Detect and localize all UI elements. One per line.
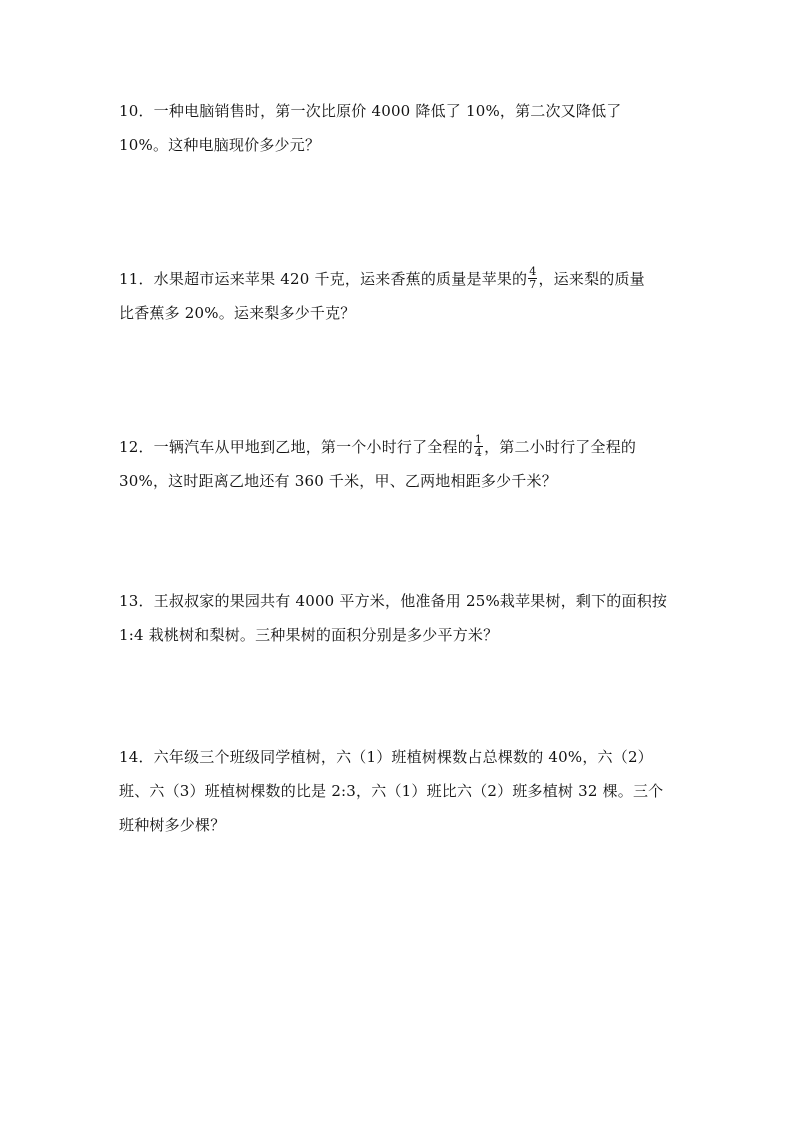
question-14 bbox=[119, 740, 679, 842]
fraction-four-sevenths bbox=[528, 266, 537, 291]
question-12-text-before-fraction: 12．一辆汽车从甲地到乙地，第一个小时行了全程的 bbox=[119, 438, 473, 456]
question-14-line-3: 班种树多少棵？ bbox=[119, 816, 226, 834]
question-10-line-1: 10．一种电脑销售时，第一次比原价 4000 降低了 10%，第二次又降低了 bbox=[119, 102, 622, 120]
question-14-line-1: 14．六年级三个班级同学植树，六（1）班植树棵数占总棵数的 40%，六（2） bbox=[119, 748, 653, 766]
question-11-line-2: 比香蕉多 20%。运来梨多少千克？ bbox=[119, 304, 356, 322]
question-12-text-after-fraction: ，第二小时行了全程的 bbox=[484, 438, 637, 456]
question-11-line-1 bbox=[119, 262, 679, 296]
question-12 bbox=[119, 430, 679, 498]
question-13-line-2: 1:4 栽桃树和梨树。三种果树的面积分别是多少平方米？ bbox=[119, 626, 499, 644]
fraction-denominator: 4 bbox=[474, 445, 483, 459]
question-12-line-1 bbox=[119, 430, 679, 464]
question-11-text-after-fraction: ，运来梨的质量 bbox=[538, 270, 645, 288]
fraction-numerator: 1 bbox=[474, 432, 483, 446]
question-11 bbox=[119, 262, 679, 330]
question-13 bbox=[119, 584, 679, 652]
question-10-line-2: 10%。这种电脑现价多少元？ bbox=[119, 136, 321, 154]
fraction-numerator: 4 bbox=[529, 264, 537, 278]
question-11-text-before-fraction: 11．水果超市运来苹果 420 千克，运来香蕉的质量是苹果的 bbox=[119, 270, 528, 288]
question-12-line-2: 30%，这时距离乙地还有 360 千米，甲、乙两地相距多少千米？ bbox=[119, 472, 557, 490]
question-13-line-1: 13．王叔叔家的果园共有 4000 平方米，他准备用 25%栽苹果树，剩下的面积按 bbox=[119, 592, 668, 610]
fraction-one-quarter bbox=[474, 434, 483, 459]
question-14-line-2: 班、六（3）班植树棵数的比是 2:3，六（1）班比六（2）班多植树 32 棵。三个 bbox=[119, 782, 664, 800]
question-10 bbox=[119, 94, 679, 162]
fraction-denominator: 7 bbox=[529, 277, 537, 291]
